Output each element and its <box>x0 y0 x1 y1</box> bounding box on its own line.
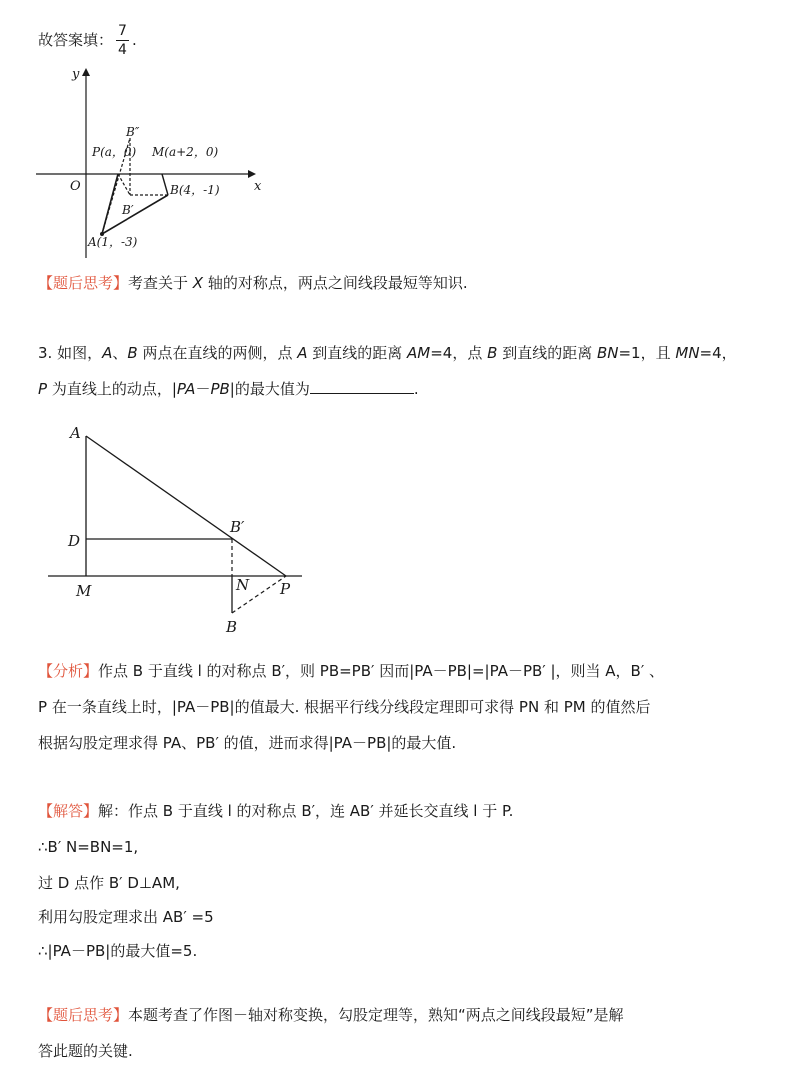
solution-line-3 <box>38 872 180 894</box>
p3-t14: =4， <box>699 344 737 362</box>
fig1-label-origin: O <box>70 179 81 194</box>
answer-line <box>38 22 137 59</box>
fig1-label-b: B(4，-1) <box>170 183 220 197</box>
solution-text-1: 解：作点 B 于直线 l 的对称点 B′，连 AB′ 并延长交直线 l 于 P. <box>98 802 514 820</box>
p3-t1: A <box>102 344 113 362</box>
analysis-line-3 <box>38 732 456 754</box>
p3b-t1: 为直线上的动点，| <box>47 380 177 398</box>
p3b-t4: PB <box>210 380 230 398</box>
fig2-label-p: P <box>280 580 291 598</box>
p3-t0: 3. 如图， <box>38 344 103 362</box>
fig1-label-a: A(1，-3) <box>88 235 138 249</box>
answer-fraction <box>116 22 129 59</box>
answer-prefix: 故答案填： <box>38 31 114 49</box>
review-note-2-line-2 <box>38 1040 133 1062</box>
review-tag-1: 【题后思考】 <box>38 274 129 292</box>
problem-3-line-2 <box>38 378 419 400</box>
solution-line-4 <box>38 906 214 928</box>
p3-t12: =1，且 <box>618 344 676 362</box>
p3b-t3: － <box>195 380 211 398</box>
fig1-label-x: x <box>254 179 262 194</box>
problem-3-line-1 <box>38 342 737 364</box>
p3-t4: 两点在直线的两侧，点 <box>137 344 298 362</box>
fig1-label-m: M(a+2，0) <box>152 145 219 159</box>
solution-line-2 <box>38 836 138 858</box>
solution-text-4: 利用勾股定理求出 AB′ =5 <box>38 908 214 926</box>
p3-t5: A <box>297 344 308 362</box>
fraction-denominator: 4 <box>118 42 127 58</box>
solution-text-3: 过 D 点作 B′ D⊥AM, <box>38 874 180 892</box>
analysis-text-3: 根据勾股定理求得 PA、PB′ 的值，进而求得|PA－PB|的最大值. <box>38 734 457 752</box>
fig2-label-d: D <box>68 532 81 550</box>
fig1-label-b-double-prime: B″ <box>126 125 140 139</box>
review1-text-post: 轴的对称点，两点之间线段最短等知识. <box>203 274 468 292</box>
solution-tag: 【解答】 <box>38 802 99 820</box>
p3b-t2: PA <box>176 380 196 398</box>
figure-coordinate-diagram <box>30 62 290 262</box>
p3-t13: MN <box>675 344 700 362</box>
fig2-label-a: A <box>70 424 81 442</box>
review-tag-2: 【题后思考】 <box>38 1006 129 1024</box>
fig2-label-n: N <box>236 576 250 594</box>
solution-text-5: ∴|PA－PB|的最大值=5. <box>38 942 198 960</box>
review1-text-pre: 考查关于 <box>128 274 193 292</box>
solution-line-1 <box>38 800 513 822</box>
answer-suffix: . <box>131 31 137 49</box>
fig2-label-m: M <box>76 582 92 600</box>
fig2-label-b-prime: B′ <box>230 518 245 536</box>
analysis-line-2 <box>38 696 650 718</box>
analysis-line-1 <box>38 660 664 682</box>
p3b-t0: P <box>38 380 48 398</box>
review-note-1 <box>38 272 468 294</box>
review1-text-x: X <box>192 274 204 292</box>
review2-text-1: 本题考查了作图－轴对称变换，勾股定理等，熟知“两点之间线段最短”是解 <box>128 1006 624 1024</box>
p3b-end: . <box>413 380 419 398</box>
answer-blank <box>310 379 414 394</box>
fig1-label-p: P(a，0) <box>92 145 137 159</box>
fig2-label-b: B <box>226 618 238 636</box>
p3-t9: B <box>487 344 498 362</box>
figure-geometry-diagram <box>40 420 310 640</box>
p3-t8: =4，点 <box>430 344 488 362</box>
solution-text-2: ∴B′ N=BN=1, <box>38 838 139 856</box>
analysis-text-1: 作点 B 于直线 l 的对称点 B′，则 PB=PB′ 因而|PA－PB|=|PA－PB′ |，则当 A，B′ 、 <box>98 662 665 680</box>
p3-t6: 到直线的距离 <box>307 344 408 362</box>
p3-t10: 到直线的距离 <box>497 344 597 362</box>
analysis-tag: 【分析】 <box>38 662 99 680</box>
solution-line-5 <box>38 940 197 962</box>
p3-t3: B <box>127 344 138 362</box>
fig1-label-b-prime: B′ <box>122 203 134 217</box>
p3b-t5: |的最大值为 <box>229 380 310 398</box>
review2-text-2: 答此题的关键. <box>38 1042 133 1060</box>
p3-t7: AM <box>407 344 431 362</box>
p3-t11: BN <box>596 344 619 362</box>
analysis-text-2: P 在一条直线上时，|PA－PB|的值最大. 根据平行线分线段定理即可求得 PN 和 PM 的值然后 <box>38 698 651 716</box>
fraction-numerator: 7 <box>118 23 127 39</box>
p3-t2: 、 <box>112 344 128 362</box>
review-note-2-line-1 <box>38 1004 624 1026</box>
fig1-label-y: y <box>72 67 80 82</box>
